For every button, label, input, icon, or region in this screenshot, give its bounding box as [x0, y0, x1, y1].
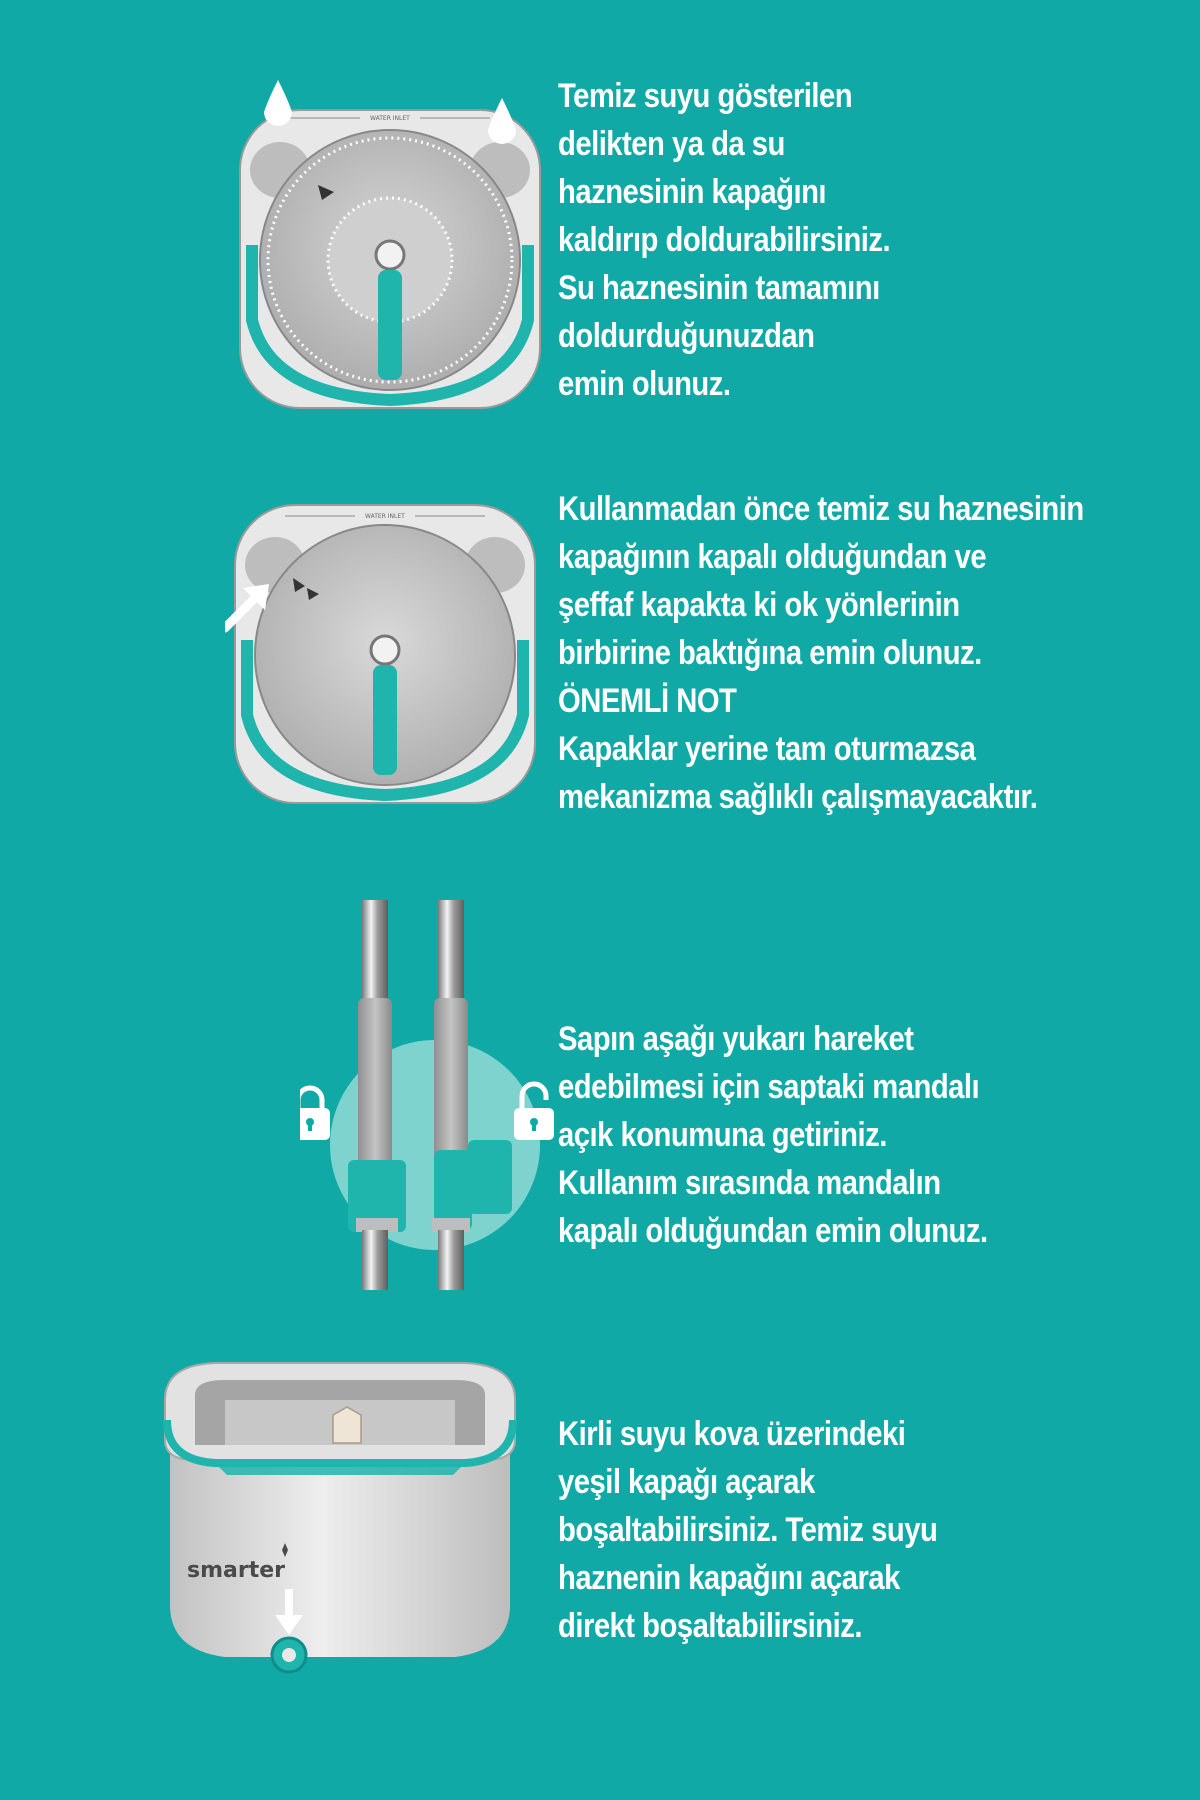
- lock-open-icon: [514, 1084, 554, 1140]
- instruction-line: Kirli suyu kova üzerindeki: [558, 1415, 906, 1453]
- instruction-line: Sapın aşağı yukarı hareket: [558, 1020, 914, 1058]
- svg-text:WATER INLET: WATER INLET: [365, 513, 405, 520]
- instruction-line: Kapaklar yerine tam oturmazsa: [558, 730, 976, 768]
- instruction-text: [558, 1410, 937, 1650]
- brand-logo: smarter: [187, 1558, 286, 1583]
- instruction-line: Kullanım sırasında mandalın: [558, 1164, 941, 1202]
- instruction-section-fill-water: [0, 0, 1200, 440]
- instruction-line: haznesinin kapağını: [558, 173, 827, 211]
- instruction-line: delikten ya da su: [558, 125, 785, 163]
- instruction-line: mekanizma sağlıklı çalışmayacaktır.: [558, 778, 1038, 816]
- important-note-heading: ÖNEMLİ NOT: [558, 682, 737, 720]
- instruction-line: kapalı olduğundan emin olunuz.: [558, 1212, 988, 1250]
- instruction-line: boşaltabilirsiniz. Temiz suyu: [558, 1511, 938, 1549]
- instruction-line: direkt boşaltabilirsiniz.: [558, 1607, 862, 1645]
- instruction-section-drain-water: [0, 1330, 1200, 1730]
- bucket-side-view-drain: [155, 1345, 525, 1680]
- instruction-line: haznenin kapağını açarak: [558, 1559, 900, 1597]
- instruction-line: şeffaf kapakta ki ok yönlerinin: [558, 586, 960, 624]
- instruction-line: emin olunuz.: [558, 365, 731, 403]
- instruction-line: kaldırıp doldurabilirsiniz.: [558, 221, 891, 259]
- instruction-line: kapağının kapalı olduğundan ve: [558, 538, 987, 576]
- water-drop-icon: [264, 80, 292, 126]
- bucket-top-view-water-fill: [230, 70, 550, 415]
- mop-handle-latch: [300, 900, 560, 1290]
- svg-text:WATER INLET: WATER INLET: [370, 115, 410, 122]
- instruction-line: Temiz suyu gösterilen: [558, 77, 853, 115]
- instruction-text: [558, 1015, 988, 1255]
- lock-closed-icon: [300, 1088, 330, 1140]
- bucket-top-view-lid-arrows: [225, 500, 545, 810]
- instruction-line: Kullanmadan önce temiz su haznesinin: [558, 490, 1084, 528]
- instruction-line: yeşil kapağı açarak: [558, 1463, 815, 1501]
- instruction-section-handle-latch: [0, 890, 1200, 1290]
- instruction-text: [558, 485, 1084, 821]
- instruction-line: Su haznesinin tamamını: [558, 269, 880, 307]
- water-drop-icon: [488, 98, 516, 144]
- instruction-line: edebilmesi için saptaki mandalı: [558, 1068, 980, 1106]
- instruction-line: birbirine baktığına emin olunuz.: [558, 634, 982, 672]
- instruction-line: doldurduğunuzdan: [558, 317, 815, 355]
- instruction-section-check-lids: [0, 480, 1200, 860]
- instruction-line: açık konumuna getiriniz.: [558, 1116, 887, 1154]
- instruction-text: [558, 72, 890, 408]
